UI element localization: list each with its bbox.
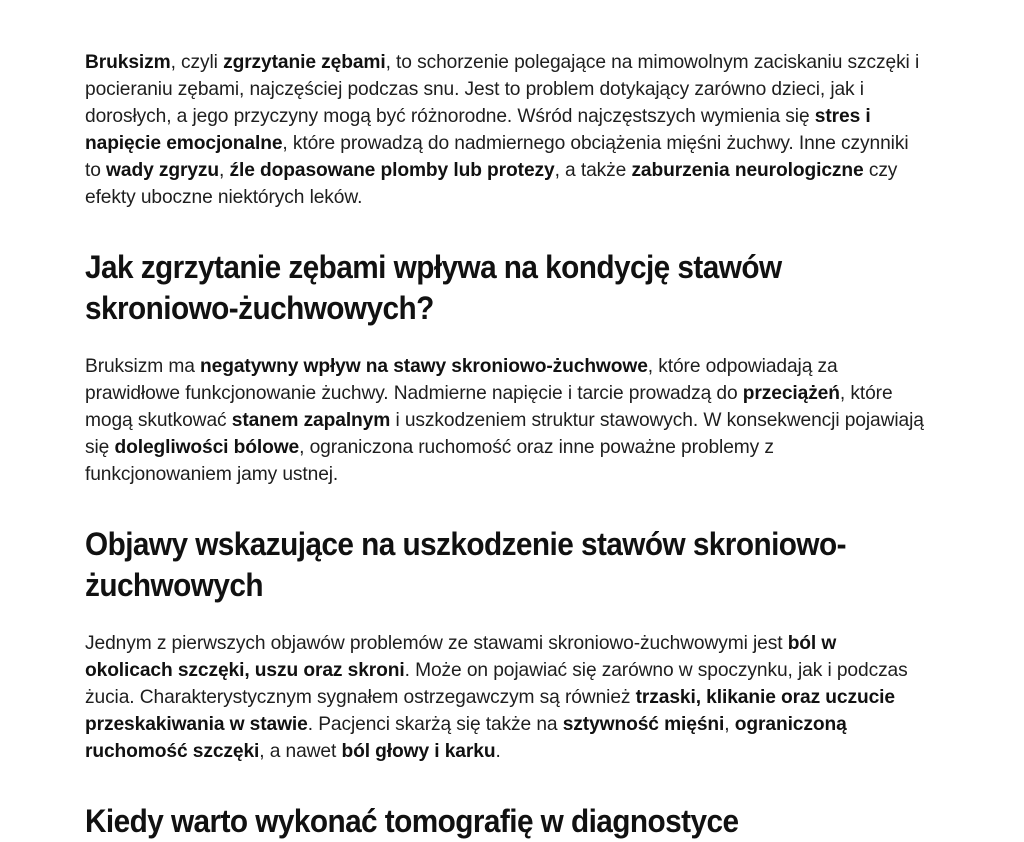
text-run: Jednym z pierwszych objawów problemów ze stawami skroniowo-żuchwowymi jest [85, 633, 788, 654]
section-heading-symptoms: Objawy wskazujące na uszkodzenie stawów skroniowo-żuchwowych [85, 526, 846, 603]
section-paragraph-tmj-impact [85, 353, 925, 488]
bold-phrase: Bruksizm [85, 52, 171, 73]
bold-phrase: stres i napięcie emocjonalne [85, 106, 871, 154]
intro-paragraph [85, 49, 925, 211]
bold-phrase: zaburzenia neurologiczne [631, 160, 864, 181]
text-run: . [495, 741, 501, 762]
text-run: , które prowadzą do nadmiernego obciążenia mięśni żuchwy. Inne czynniki to [85, 133, 909, 181]
bold-phrase: ból głowy i karku [341, 741, 496, 762]
bold-phrase: ograniczoną ruchomość szczęki [85, 714, 847, 762]
section-heading-tmj-impact: Jak zgrzytanie zębami wpływa na kondycję stawów skroniowo-żuchwowych? [85, 249, 782, 326]
bold-phrase: negatywny wpływ na stawy skroniowo-żuchwowe [200, 356, 648, 377]
text-run: , a nawet [259, 741, 342, 762]
bold-phrase: ból w okolicach szczęki, uszu oraz skroni [85, 633, 837, 681]
text-run: , ograniczona ruchomość oraz inne poważne problemy z funkcjonowaniem jamy ustnej. [85, 437, 774, 485]
text-run: , [724, 714, 735, 735]
section-paragraph-symptoms [85, 630, 925, 765]
bold-phrase: stanem zapalnym [231, 410, 391, 431]
text-run: , a także [554, 160, 632, 181]
bold-phrase: sztywność mięśni [562, 714, 725, 735]
text-run: czy efekty uboczne niektórych leków. [85, 160, 898, 208]
text-run: , to schorzenie polegające na mimowolnym zaciskaniu szczęki i pocieraniu zębami, najczęściej podczas snu. Jest to problem dotykający zarówno dzieci, jak i dorosłych, a jego przyczyny mogą być różnorodne. Wśród najczęstszych wymienia się [85, 52, 920, 127]
bold-phrase: trzaski, klikanie oraz uczucie przeskakiwania w stawie [85, 687, 895, 735]
text-run: Bruksizm ma [85, 356, 201, 377]
text-run: . Może on pojawiać się zarówno w spoczynku, jak i podczas żucia. Charakterystycznym sygnałem ostrzegawczym są również [85, 660, 908, 708]
text-run: , czyli [170, 52, 224, 73]
text-run: . Pacjenci skarżą się także na [307, 714, 563, 735]
bold-phrase: wady zgryzu [106, 160, 220, 181]
bold-phrase: źle dopasowane plomby lub protezy [229, 160, 555, 181]
bold-phrase: zgrzytanie zębami [223, 52, 386, 73]
text-run: , które odpowiadają za prawidłowe funkcjonowanie żuchwy. Nadmierne napięcie i tarcie prowadzą do [85, 356, 838, 404]
text-run: i uszkodzeniem struktur stawowych. W konsekwencji pojawiają się [85, 410, 924, 458]
bold-phrase: przeciążeń [742, 383, 840, 404]
section-heading-tomography: Kiedy warto wykonać tomografię w diagnostyce [85, 803, 739, 839]
text-run: , [219, 160, 230, 181]
article [85, 49, 925, 842]
text-run: , które mogą skutkować [85, 383, 893, 431]
bold-phrase: dolegliwości bólowe [114, 437, 300, 458]
